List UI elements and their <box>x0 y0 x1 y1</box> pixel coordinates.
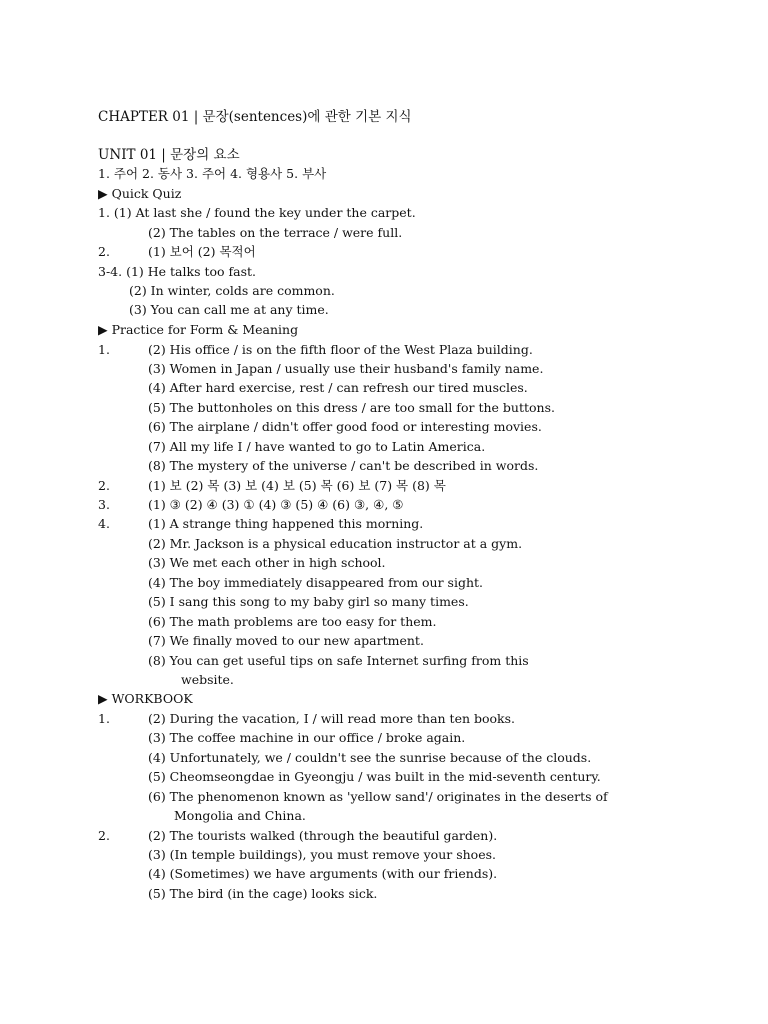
practice-answer: (3) Women in Japan / usually use their husband's family name. <box>148 361 544 376</box>
practice-answer: (6) The math problems are too easy for them. <box>148 614 437 629</box>
unit-intro-answers: 1. 주어 2. 동사 3. 주어 4. 형용사 5. 부사 <box>98 166 327 181</box>
practice-number: 2. <box>98 478 110 493</box>
workbook-number: 2. <box>98 828 110 843</box>
workbook-answer: (3) (In temple buildings), you must remove your shoes. <box>148 847 496 862</box>
practice-answer-continued: website. <box>181 672 234 687</box>
practice-number: 1. <box>98 342 110 357</box>
workbook-answer: (2) The tourists walked (through the beautiful garden). <box>148 828 498 843</box>
workbook-answer: (5) Cheomseongdae in Gyeongju / was built in the mid-seventh century. <box>148 769 601 784</box>
practice-number: 4. <box>98 516 110 531</box>
workbook-answer: (3) The coffee machine in our office / broke again. <box>148 730 466 745</box>
practice-number: 3. <box>98 497 110 512</box>
practice-answer: (1) A strange thing happened this morning. <box>148 516 424 531</box>
practice-heading: ▶ Practice for Form & Meaning <box>98 322 299 337</box>
workbook-answer: (4) Unfortunately, we / couldn't see the sunrise because of the clouds. <box>148 750 592 765</box>
workbook-answer: (5) The bird (in the cage) looks sick. <box>148 886 378 901</box>
practice-answer: (7) We finally moved to our new apartment. <box>148 633 424 648</box>
practice-answer: (3) We met each other in high school. <box>148 555 386 570</box>
quick-quiz-answer: 3-4. (1) He talks too fast. <box>98 264 257 279</box>
practice-answer: (5) I sang this song to my baby girl so many times. <box>148 594 469 609</box>
quick-quiz-heading: ▶ Quick Quiz <box>98 186 182 201</box>
practice-answer: (5) The buttonholes on this dress / are too small for the buttons. <box>148 400 555 415</box>
practice-answer: (2) Mr. Jackson is a physical education instructor at a gym. <box>148 536 523 551</box>
chapter-title: CHAPTER 01 | 문장(sentences)에 관한 기본 지식 <box>98 109 412 125</box>
quick-quiz-answer: (2) In winter, colds are common. <box>129 283 335 298</box>
practice-answer: (4) The boy immediately disappeared from our sight. <box>148 575 484 590</box>
workbook-answer: (4) (Sometimes) we have arguments (with our friends). <box>148 866 498 881</box>
workbook-number: 1. <box>98 711 110 726</box>
workbook-answer-continued: Mongolia and China. <box>174 808 306 823</box>
workbook-heading: ▶ WORKBOOK <box>98 691 193 706</box>
quick-quiz-answer: (2) The tables on the terrace / were full. <box>148 225 403 240</box>
quick-quiz-answer: (1) 보어 (2) 목적어 <box>148 244 256 259</box>
quick-quiz-answer: 1. (1) At last she / found the key under the carpet. <box>98 205 416 220</box>
practice-answer: (2) His office / is on the fifth floor of the West Plaza building. <box>148 342 533 357</box>
practice-answer: (8) You can get useful tips on safe Internet surfing from this <box>148 653 529 668</box>
quick-quiz-answer: (3) You can call me at any time. <box>129 302 329 317</box>
practice-answer: (7) All my life I / have wanted to go to Latin America. <box>148 439 486 454</box>
workbook-answer: (2) During the vacation, I / will read more than ten books. <box>148 711 516 726</box>
practice-answer: (6) The airplane / didn't offer good food or interesting movies. <box>148 419 542 434</box>
practice-answer: (4) After hard exercise, rest / can refresh our tired muscles. <box>148 380 528 395</box>
practice-answer: (1) ③ (2) ④ (3) ① (4) ③ (5) ④ (6) ③, ④, ⑤ <box>148 497 404 512</box>
practice-answer: (8) The mystery of the universe / can't be described in words. <box>148 458 539 473</box>
practice-answer: (1) 보 (2) 목 (3) 보 (4) 보 (5) 목 (6) 보 (7) 목 (8) 목 <box>148 478 446 493</box>
unit-title: UNIT 01 | 문장의 요소 <box>98 147 240 163</box>
workbook-answer: (6) The phenomenon known as 'yellow sand'/ originates in the deserts of <box>148 789 608 804</box>
quick-quiz-number: 2. <box>98 244 110 259</box>
